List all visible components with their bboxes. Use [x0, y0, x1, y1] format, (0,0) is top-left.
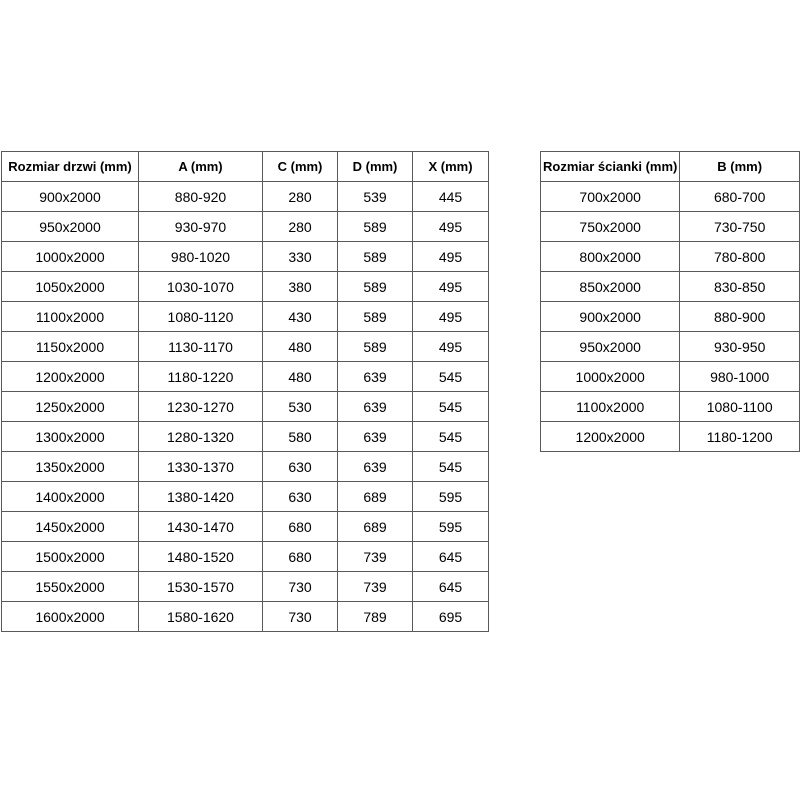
table-cell: 1150x2000: [2, 332, 139, 362]
table-cell: 1550x2000: [2, 572, 139, 602]
table-cell: 1300x2000: [2, 422, 139, 452]
table-cell: 780-800: [680, 242, 800, 272]
wall-panel-size-table: [540, 151, 800, 452]
table-cell: 1180-1220: [139, 362, 263, 392]
table-cell: 739: [338, 542, 413, 572]
table-cell: 850x2000: [541, 272, 680, 302]
table-row: [2, 422, 489, 452]
door-size-table-header-row: [2, 152, 489, 182]
table-cell: 639: [338, 362, 413, 392]
table-cell: 545: [413, 422, 489, 452]
table-cell: 1200x2000: [2, 362, 139, 392]
table-cell: 580: [263, 422, 338, 452]
table-cell: 1230-1270: [139, 392, 263, 422]
table-cell: 630: [263, 482, 338, 512]
table-cell: 930-950: [680, 332, 800, 362]
table-cell: 730-750: [680, 212, 800, 242]
table-cell: 880-900: [680, 302, 800, 332]
table-cell: 1400x2000: [2, 482, 139, 512]
table-cell: 680: [263, 542, 338, 572]
table-row: [541, 362, 800, 392]
table-row: [2, 392, 489, 422]
door-size-table: [1, 151, 489, 632]
column-header: Rozmiar drzwi (mm): [2, 152, 139, 182]
table-row: [541, 212, 800, 242]
table-cell: 689: [338, 512, 413, 542]
table-cell: 730: [263, 602, 338, 632]
table-cell: 595: [413, 512, 489, 542]
table-cell: 589: [338, 242, 413, 272]
table-cell: 900x2000: [541, 302, 680, 332]
table-cell: 1480-1520: [139, 542, 263, 572]
table-cell: 1350x2000: [2, 452, 139, 482]
table-cell: 545: [413, 392, 489, 422]
table-row: [541, 272, 800, 302]
table-cell: 739: [338, 572, 413, 602]
table-cell: 1280-1320: [139, 422, 263, 452]
table-cell: 639: [338, 392, 413, 422]
table-row: [2, 452, 489, 482]
table-cell: 1450x2000: [2, 512, 139, 542]
table-row: [541, 422, 800, 452]
table-cell: 1580-1620: [139, 602, 263, 632]
table-cell: 1530-1570: [139, 572, 263, 602]
table-cell: 789: [338, 602, 413, 632]
table-row: [2, 302, 489, 332]
table-cell: 639: [338, 452, 413, 482]
table-cell: 495: [413, 242, 489, 272]
table-cell: 1430-1470: [139, 512, 263, 542]
table-cell: 880-920: [139, 182, 263, 212]
table-cell: 950x2000: [541, 332, 680, 362]
table-cell: 280: [263, 182, 338, 212]
table-cell: 645: [413, 542, 489, 572]
table-cell: 730: [263, 572, 338, 602]
table-cell: 689: [338, 482, 413, 512]
table-cell: 639: [338, 422, 413, 452]
table-row: [2, 272, 489, 302]
table-row: [541, 332, 800, 362]
column-header: D (mm): [338, 152, 413, 182]
table-cell: 700x2000: [541, 182, 680, 212]
table-cell: 1050x2000: [2, 272, 139, 302]
table-cell: 1100x2000: [2, 302, 139, 332]
table-cell: 695: [413, 602, 489, 632]
table-cell: 980-1020: [139, 242, 263, 272]
table-cell: 830-850: [680, 272, 800, 302]
table-cell: 480: [263, 332, 338, 362]
table-row: [2, 332, 489, 362]
table-cell: 680-700: [680, 182, 800, 212]
table-cell: 495: [413, 332, 489, 362]
table-cell: 1180-1200: [680, 422, 800, 452]
table-cell: 380: [263, 272, 338, 302]
table-row: [2, 512, 489, 542]
table-cell: 630: [263, 452, 338, 482]
table-cell: 1000x2000: [541, 362, 680, 392]
table-row: [2, 242, 489, 272]
column-header: B (mm): [680, 152, 800, 182]
table-cell: 589: [338, 212, 413, 242]
table-row: [2, 602, 489, 632]
table-row: [2, 182, 489, 212]
column-header: X (mm): [413, 152, 489, 182]
table-row: [2, 212, 489, 242]
table-cell: 589: [338, 302, 413, 332]
table-cell: 589: [338, 332, 413, 362]
table-cell: 595: [413, 482, 489, 512]
table-row: [2, 362, 489, 392]
table-cell: 980-1000: [680, 362, 800, 392]
table-cell: 1380-1420: [139, 482, 263, 512]
table-cell: 330: [263, 242, 338, 272]
wall-panel-size-table-header-row: [541, 152, 800, 182]
table-cell: 1330-1370: [139, 452, 263, 482]
table-row: [2, 572, 489, 602]
table-cell: 1080-1120: [139, 302, 263, 332]
table-row: [541, 302, 800, 332]
table-cell: 545: [413, 452, 489, 482]
table-cell: 950x2000: [2, 212, 139, 242]
table-cell: 495: [413, 212, 489, 242]
table-cell: 530: [263, 392, 338, 422]
table-cell: 930-970: [139, 212, 263, 242]
table-cell: 1130-1170: [139, 332, 263, 362]
table-cell: 800x2000: [541, 242, 680, 272]
table-cell: 495: [413, 272, 489, 302]
column-header: C (mm): [263, 152, 338, 182]
table-row: [541, 242, 800, 272]
table-cell: 589: [338, 272, 413, 302]
table-cell: 1200x2000: [541, 422, 680, 452]
column-header: A (mm): [139, 152, 263, 182]
column-header: Rozmiar ścianki (mm): [541, 152, 680, 182]
table-cell: 430: [263, 302, 338, 332]
table-cell: 1600x2000: [2, 602, 139, 632]
table-cell: 645: [413, 572, 489, 602]
table-cell: 1500x2000: [2, 542, 139, 572]
table-row: [2, 542, 489, 572]
table-cell: 545: [413, 362, 489, 392]
table-cell: 480: [263, 362, 338, 392]
table-cell: 1080-1100: [680, 392, 800, 422]
table-cell: 1100x2000: [541, 392, 680, 422]
table-cell: 680: [263, 512, 338, 542]
table-row: [541, 392, 800, 422]
table-cell: 495: [413, 302, 489, 332]
table-row: [2, 482, 489, 512]
table-row: [541, 182, 800, 212]
table-cell: 280: [263, 212, 338, 242]
table-cell: 1250x2000: [2, 392, 139, 422]
table-cell: 900x2000: [2, 182, 139, 212]
table-cell: 539: [338, 182, 413, 212]
table-cell: 445: [413, 182, 489, 212]
table-cell: 750x2000: [541, 212, 680, 242]
table-cell: 1000x2000: [2, 242, 139, 272]
table-cell: 1030-1070: [139, 272, 263, 302]
